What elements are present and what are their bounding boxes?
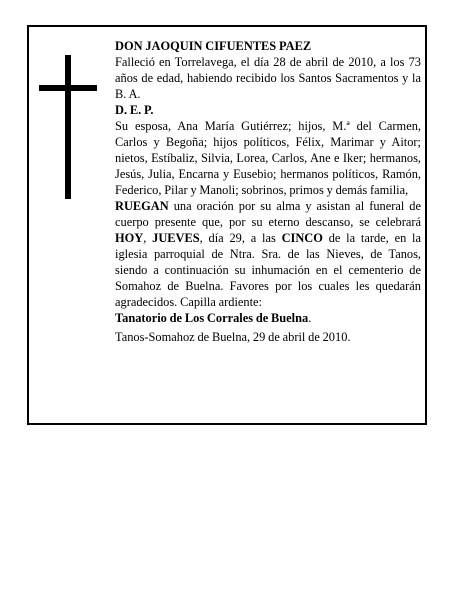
family-list: Su esposa, Ana María Gutiérrez; hijos, M.ª del Carmen, Carlos y Begoña; hijos políticos, Félix, Marimar y Aitor; nietos, Estíbaliz, Silvia, Lorea, Carlos, Ane e Iker; hermanos, Jesús, Julia, Encarna y Eusebio; hermanos políticos, Ramón, Federico, Pilar y Manoli; sobrinos, primos y demás familia, — [115, 119, 421, 197]
deceased-name: DON JAOQUIN CIFUENTES PAEZ — [115, 39, 312, 53]
funeral-request — [115, 198, 421, 310]
death-notice: Falleció en Torrelavega, el día 28 de abril de 2010, a los 73 años de edad, habiendo recibido los Santos Sacramentos y la B. A. — [115, 55, 421, 101]
cross-horizontal-bar — [39, 85, 97, 91]
ruegan-word: RUEGAN — [115, 199, 169, 213]
request-text-3: , día 29, a las — [199, 231, 282, 245]
tanatorio-name: Tanatorio de Los Corrales de Buelna — [115, 311, 309, 325]
cinco-word: CINCO — [281, 231, 323, 245]
cross-vertical-bar — [65, 55, 71, 199]
request-text-5: . — [308, 311, 312, 325]
hoy-word: HOY — [115, 231, 144, 245]
obituary-text — [115, 38, 421, 345]
request-text-1: una oración por su alma y asistan al funeral de cuerpo presente que, por su eterno descanso, se celebrará — [115, 199, 421, 229]
closing-place-date: Tanos-Somahoz de Buelna, 29 de abril de 2010. — [115, 330, 351, 344]
request-text-4: de la tarde, en la iglesia parroquial de Ntra. Sra. de las Nieves, de Tanos, siendo a continuación su inhumación en el cementerio de Somahoz de Buelna. Favores por los cuales les quedarán agradecidos. Capilla ardiente: — [115, 231, 421, 309]
rest-in-peace: D. E. P. — [115, 103, 154, 117]
request-text-2: , — [143, 231, 153, 245]
tanatorio-line — [115, 310, 421, 326]
cross-icon — [39, 55, 97, 199]
jueves-word: JUEVES — [152, 231, 200, 245]
obituary-notice — [27, 25, 427, 425]
